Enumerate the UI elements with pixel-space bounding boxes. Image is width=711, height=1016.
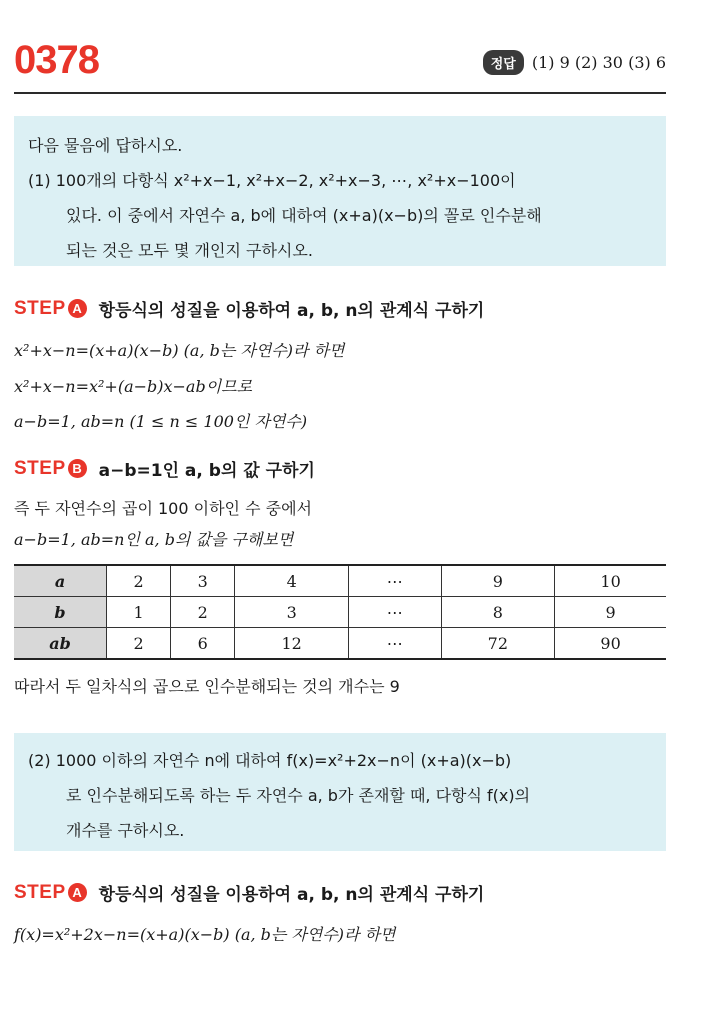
conclusion-text: 따라서 두 일차식의 곱으로 인수분해되는 것의 개수는 9 <box>14 677 400 696</box>
question-2-box <box>14 733 666 851</box>
table-cell: 72 <box>441 628 555 660</box>
table-row <box>14 628 666 660</box>
step-label: STEP <box>14 457 66 479</box>
table-cell: ⋯ <box>349 597 441 628</box>
step-label: STEP <box>14 297 66 319</box>
question-1-line: (1) 100개의 다항식 x²+x−1, x²+x−2, x²+x−3, ⋯, x²+x−100이 <box>28 171 516 190</box>
question-intro: 다음 물음에 답하시오. <box>28 136 183 155</box>
step-a-heading <box>14 880 484 905</box>
step-letter-badge: A <box>68 299 87 318</box>
values-table <box>14 564 666 660</box>
table-cell: ⋯ <box>349 565 441 597</box>
problem-number: 0378 <box>14 38 99 82</box>
solution-line: a−b=1, ab=n인 a, b의 값을 구해보면 <box>14 530 294 549</box>
step-b-heading <box>14 456 315 481</box>
solution-line: 즉 두 자연수의 곱이 100 이하인 수 중에서 <box>14 499 312 518</box>
table-cell: 90 <box>555 628 666 660</box>
table-header-cell: a <box>14 565 107 597</box>
table-cell: 6 <box>171 628 235 660</box>
step-letter-badge: B <box>68 459 87 478</box>
step-title: a−b=1인 a, b의 값 구하기 <box>98 461 315 481</box>
step-label: STEP <box>14 881 66 903</box>
answer-text: (1) 9 (2) 30 (3) 6 <box>531 53 666 72</box>
question-2-line: (2) 1000 이하의 자연수 n에 대하여 f(x)=x²+2x−n이 (x+a)(x−b) <box>28 751 512 770</box>
answer-area <box>483 50 666 75</box>
solution-line: x²+x−n=x²+(a−b)x−ab이므로 <box>14 377 253 396</box>
solution-line: a−b=1, ab=n (1 ≤ n ≤ 100인 자연수) <box>14 412 308 431</box>
table-header-cell: b <box>14 597 107 628</box>
table-cell: ⋯ <box>349 628 441 660</box>
question-1-box <box>14 116 666 266</box>
table-cell: 1 <box>107 597 171 628</box>
table-header-cell: ab <box>14 628 107 660</box>
header-divider <box>14 92 666 94</box>
table-cell: 9 <box>555 597 666 628</box>
problem-header <box>14 38 666 94</box>
question-2-line: 개수를 구하시오. <box>66 821 185 840</box>
step-title: 항등식의 성질을 이용하여 a, b, n의 관계식 구하기 <box>98 885 485 905</box>
table-cell: 2 <box>107 565 171 597</box>
question-1-line: 되는 것은 모두 몇 개인지 구하시오. <box>66 241 313 260</box>
table-cell: 2 <box>107 628 171 660</box>
table-cell: 3 <box>235 597 349 628</box>
question-1-line: 있다. 이 중에서 자연수 a, b에 대하여 (x+a)(x−b)의 꼴로 인수분해 <box>66 206 542 225</box>
table-cell: 10 <box>555 565 666 597</box>
step-a-heading <box>14 296 484 321</box>
table-cell: 8 <box>441 597 555 628</box>
table-cell: 12 <box>235 628 349 660</box>
solution-line: f(x)=x²+2x−n=(x+a)(x−b) (a, b는 자연수)라 하면 <box>14 925 396 944</box>
table-cell: 4 <box>235 565 349 597</box>
question-2-line: 로 인수분해되도록 하는 두 자연수 a, b가 존재할 때, 다항식 f(x)의 <box>66 786 531 805</box>
table-cell: 3 <box>171 565 235 597</box>
table-row <box>14 597 666 628</box>
table-cell: 9 <box>441 565 555 597</box>
answer-badge: 정답 <box>483 50 524 75</box>
table-row <box>14 565 666 597</box>
step-letter-badge: A <box>68 883 87 902</box>
step-title: 항등식의 성질을 이용하여 a, b, n의 관계식 구하기 <box>98 301 485 321</box>
solution-line: x²+x−n=(x+a)(x−b) (a, b는 자연수)라 하면 <box>14 341 345 360</box>
table-cell: 2 <box>171 597 235 628</box>
